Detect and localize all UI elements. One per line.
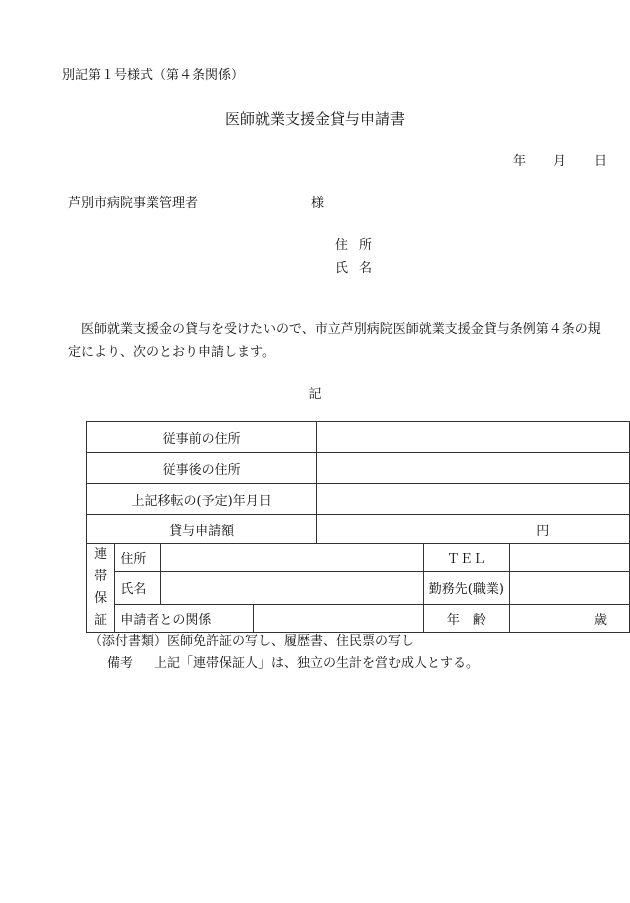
guarantor-char: 保 [94, 591, 108, 606]
row-prev-address [87, 422, 630, 453]
prev-address-label: 従事前の住所 [87, 422, 317, 453]
honorific: 様 [311, 196, 325, 211]
date-month-label: 月 [553, 154, 567, 169]
guarantor-tel-field[interactable] [509, 544, 629, 572]
ki-label: 記 [308, 387, 322, 402]
loan-amount-label: 貸与申請額 [87, 515, 317, 544]
guarantor-workplace-field[interactable] [509, 571, 629, 604]
date-year-label: 年 [513, 154, 527, 169]
form-number: 別記第１号様式（第４条関係） [62, 68, 245, 83]
row-new-address [87, 453, 630, 484]
application-table [86, 421, 630, 633]
guarantor-relation-label: 申請者との関係 [115, 605, 253, 633]
new-address-label: 従事後の住所 [87, 453, 317, 484]
guarantor-relation-field[interactable] [253, 605, 423, 633]
row-guarantor-address [87, 544, 630, 572]
date-day-label: 日 [594, 154, 608, 169]
row-guarantor-name [87, 571, 630, 604]
loan-amount-field[interactable] [317, 515, 630, 544]
note-text: 上記「連帯保証人」は、独立の生計を営む成人とする。 [154, 656, 480, 671]
age-unit: 歳 [593, 613, 607, 629]
guarantor-name-label: 氏名 [115, 571, 161, 604]
yen-unit: 円 [536, 523, 550, 539]
guarantor-age-label: 年 齢 [423, 605, 509, 633]
guarantor-age-field[interactable] [509, 605, 629, 633]
guarantor-workplace-label: 勤務先(職業) [423, 571, 509, 604]
applicant-name-label: 氏名 [335, 261, 384, 276]
document-title: 医師就業支援金貸与申請書 [224, 110, 405, 128]
guarantor-name-field[interactable] [161, 571, 424, 604]
applicant-address-label: 住所 [335, 238, 384, 253]
row-loan-amount [87, 515, 630, 544]
attachments-note: （添付書類）医師免許証の写し、履歴書、住民票の写し [89, 634, 415, 649]
row-guarantor-relation [87, 605, 630, 633]
guarantor-label [87, 544, 115, 633]
row-move-date [87, 484, 630, 515]
guarantor-tel-label: ＴＥＬ [423, 544, 509, 572]
note-label: 備考 [107, 656, 134, 671]
prev-address-field[interactable] [317, 422, 630, 453]
guarantor-char: 連 [94, 547, 108, 562]
guarantor-char: 帯 [94, 569, 108, 584]
guarantor-address-label: 住所 [115, 544, 161, 572]
guarantor-address-field[interactable] [161, 544, 424, 572]
move-date-label: 上記移転の(予定)年月日 [87, 484, 317, 515]
new-address-field[interactable] [317, 453, 630, 484]
guarantor-char: 証 [94, 613, 108, 628]
move-date-field[interactable] [317, 484, 630, 515]
recipient: 芦別市病院事業管理者 [68, 196, 199, 211]
body-text: 医師就業支援金の貸与を受けたいので、市立芦別病院医師就業支援金貸与条例第４条の規定により、次のとおり申請します。 [68, 322, 601, 360]
